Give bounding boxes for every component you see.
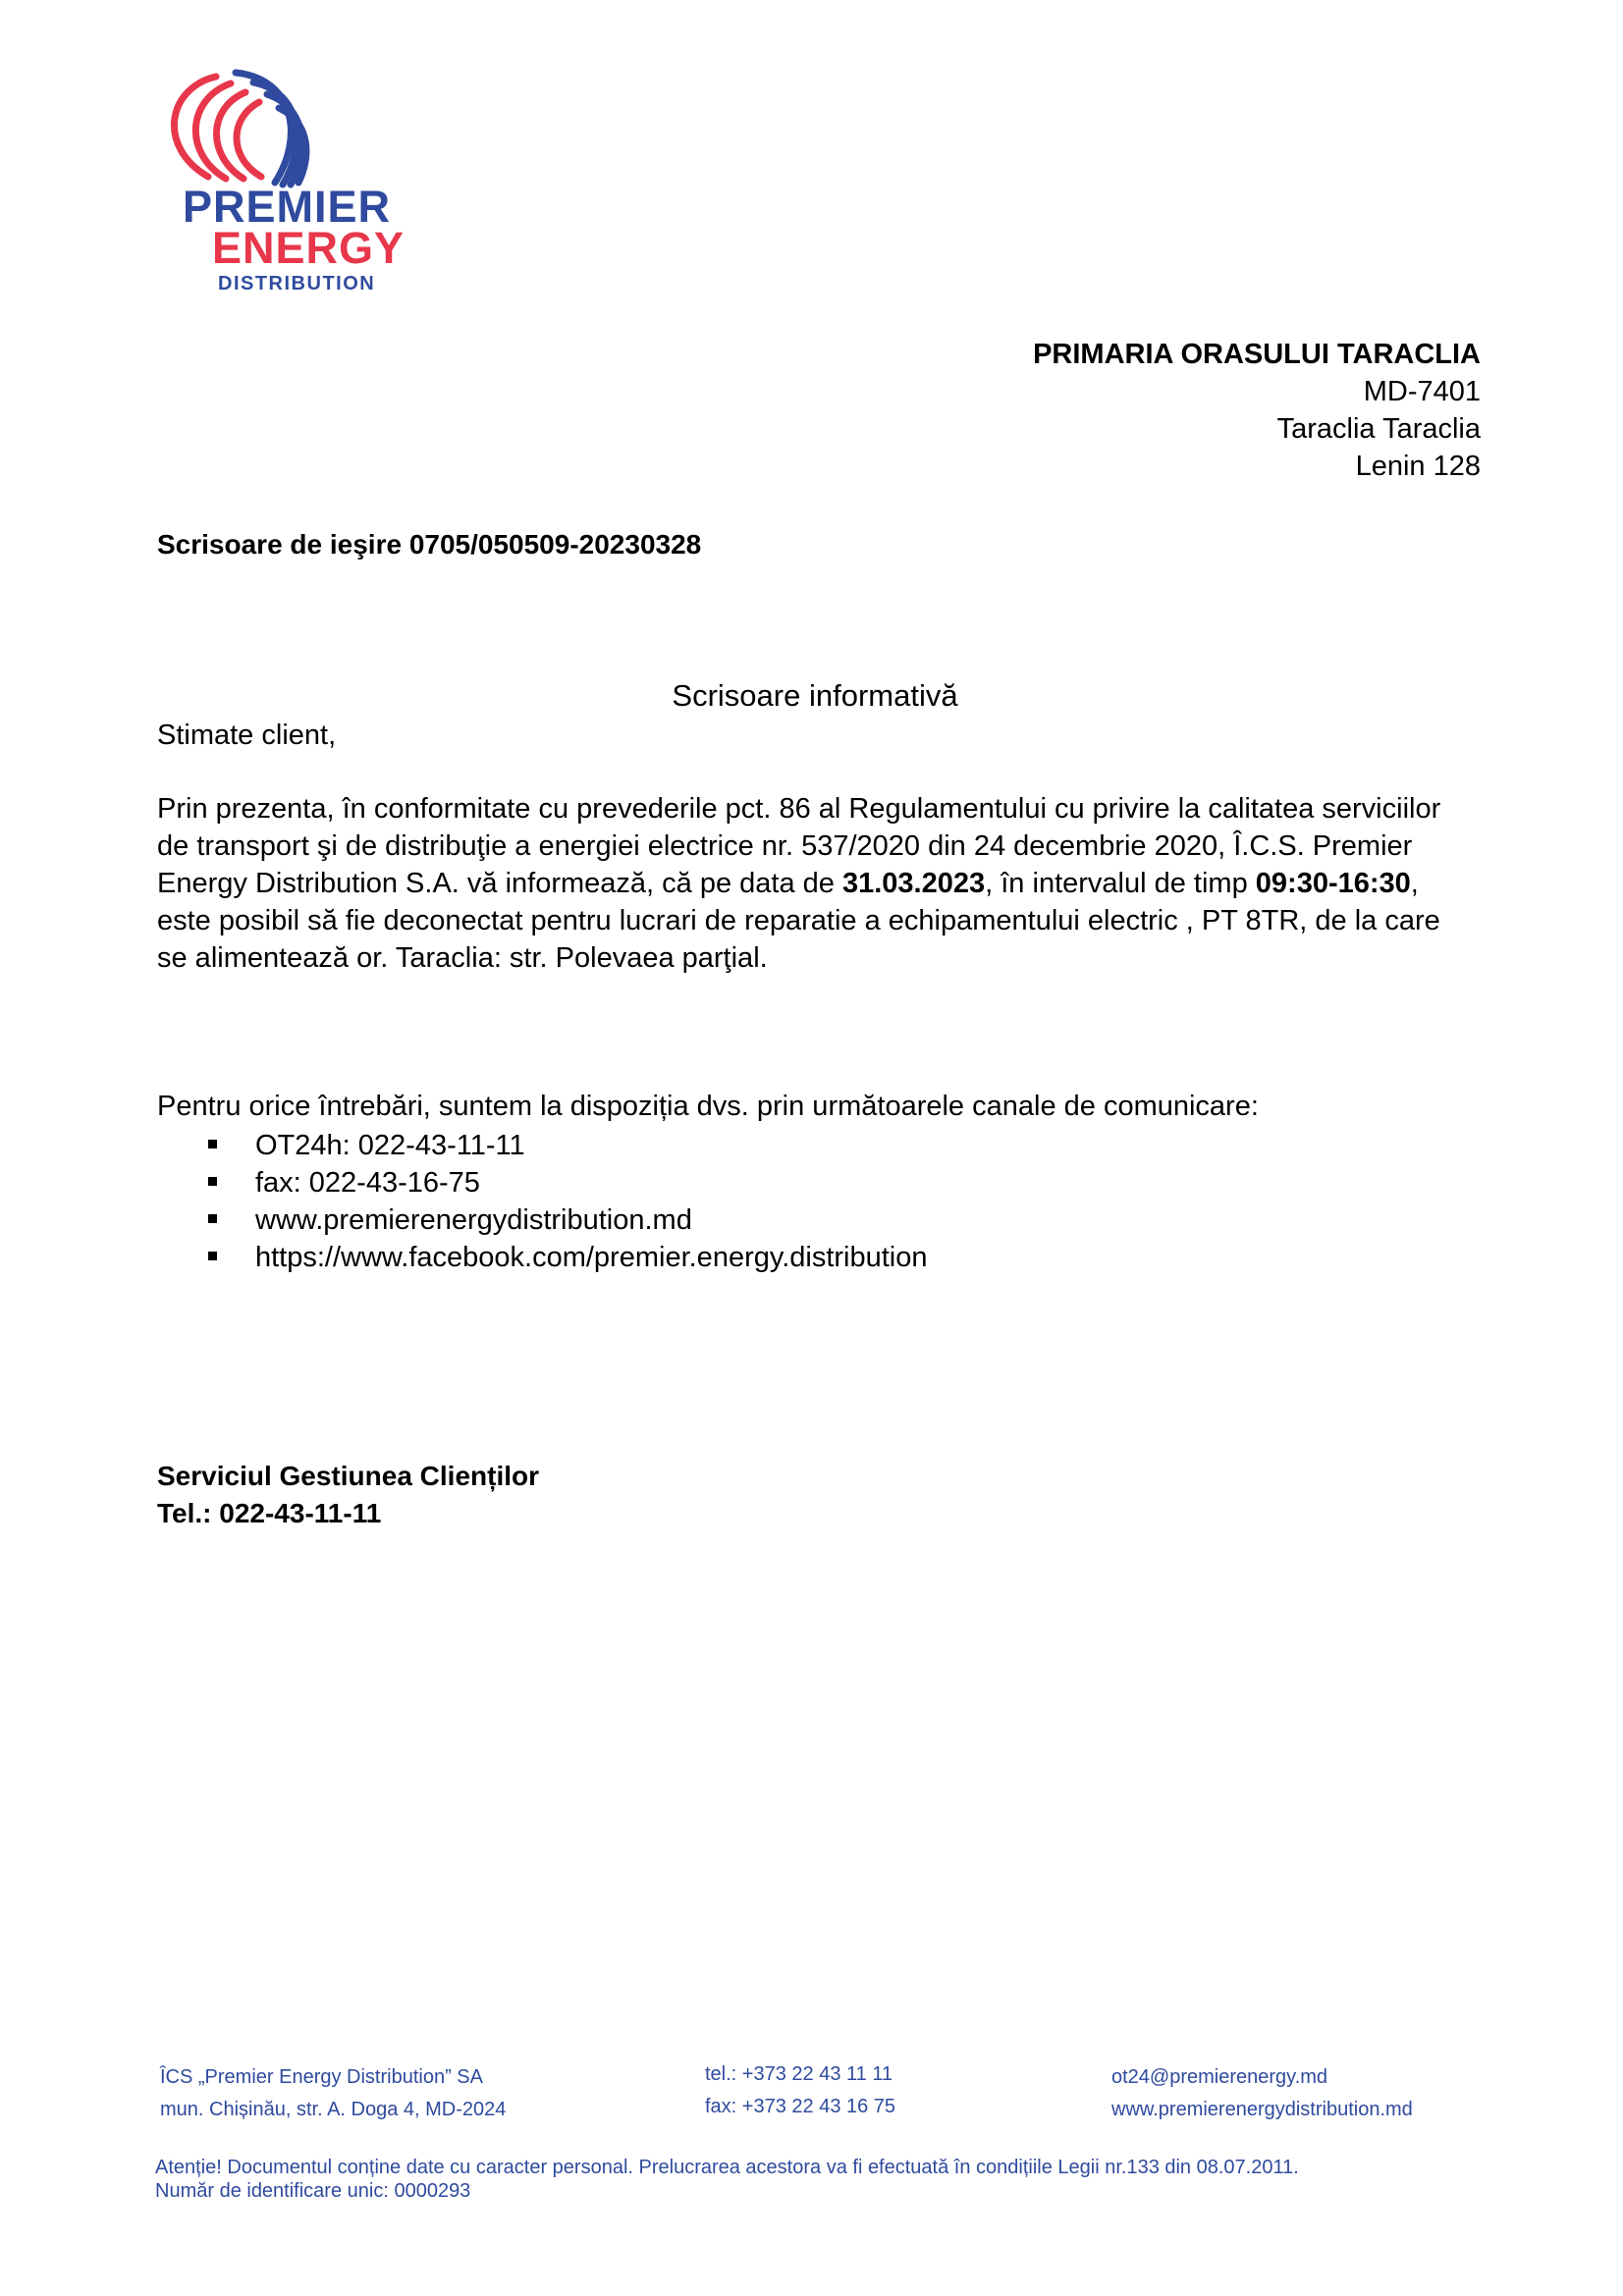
footer-phone-info	[705, 2058, 895, 2123]
outage-interval: 09:30-16:30	[1255, 868, 1411, 899]
contact-fax: fax: 022-43-16-75	[255, 1167, 480, 1199]
list-item	[157, 1201, 928, 1239]
footer-company-info	[160, 2061, 506, 2126]
logo-text-energy: ENERGY	[212, 223, 406, 273]
contact-list	[157, 1127, 928, 1276]
logo-swoosh-icon	[157, 69, 442, 196]
footer-online-info	[1111, 2061, 1413, 2126]
logo-text-distribution: DISTRIBUTION	[218, 273, 376, 294]
signature-department: Serviciul Gestiunea Clienților	[157, 1461, 540, 1491]
contact-website-link[interactable]: www.premierenergydistribution.md	[255, 1204, 692, 1236]
footer-company-name: ÎCS „Premier Energy Distribution” SA	[160, 2066, 483, 2088]
bullet-icon	[208, 1214, 217, 1223]
footer-fax: fax: +373 22 43 16 75	[705, 2096, 896, 2117]
logo-text-premier: PREMIER	[183, 182, 392, 232]
greeting: Stimate client,	[157, 720, 337, 751]
letter-title: Scrisoare informativă	[672, 678, 958, 713]
list-item	[157, 1164, 928, 1201]
bullet-icon	[208, 1177, 217, 1186]
footer-address: mun. Chișinău, str. A. Doga 4, MD-2024	[160, 2099, 507, 2120]
footer-website-link[interactable]: www.premierenergydistribution.md	[1111, 2099, 1413, 2120]
recipient-locality: Taraclia Taraclia	[1276, 413, 1481, 445]
outage-date: 31.03.2023	[841, 868, 986, 899]
footer-tel: tel.: +373 22 43 11 11	[705, 2063, 893, 2085]
contact-facebook-link[interactable]: https://www.facebook.com/premier.energy.distribution	[255, 1242, 928, 1273]
list-item	[157, 1239, 928, 1276]
body-text-part1: Prin prezenta, în conformitate cu prevederile pct. 86 al Regulamentului cu privire la calitatea serviciilor de transport şi de distribuţie a energiei electrice nr. 537/2020 din 24 decembrie 2020, Î.C.S. Premier Energy Distribution S.A. vă informează, că pe data de	[157, 793, 1441, 899]
body-text-part2: , în intervalul de timp	[985, 868, 1256, 899]
footer-personal-data-notice: Atenție! Documentul conține date cu caracter personal. Prelucrarea acestora va fi efectuată în condițiile Legii nr.133 din 08.07.2011.	[155, 2157, 1299, 2178]
letter-reference: Scrisoare de ieşire 0705/050509-20230328	[157, 529, 702, 560]
footer-notice	[155, 2156, 1530, 2203]
body-text-part3: , este posibil să fie deconectat pentru lucrari de reparatie a echipamentului electric , PT 8TR, de la care se alimentează or. Taraclia: str. Polevaea parţial.	[157, 868, 1440, 974]
bullet-icon	[208, 1140, 217, 1148]
footer-email-link[interactable]: ot24@premierenergy.md	[1111, 2066, 1328, 2088]
body-paragraph	[157, 790, 1453, 977]
recipient-street: Lenin 128	[1355, 451, 1481, 482]
signature-phone: Tel.: 022-43-11-11	[157, 1498, 382, 1528]
company-logo	[157, 69, 442, 304]
list-item	[157, 1127, 928, 1164]
recipient-postal-code: MD-7401	[1363, 376, 1481, 407]
signature-block	[157, 1458, 539, 1532]
footer-identification-number: Număr de identificare unic: 0000293	[155, 2180, 471, 2202]
recipient-name: PRIMARIA ORASULUI TARACLIA	[1033, 339, 1481, 370]
contact-intro: Pentru orice întrebări, suntem la dispoziția dvs. prin următoarele canale de comunicare:	[157, 1091, 1259, 1122]
recipient-address	[1033, 336, 1481, 485]
bullet-icon	[208, 1252, 217, 1260]
contact-phone: OT24h: 022-43-11-11	[255, 1130, 525, 1161]
